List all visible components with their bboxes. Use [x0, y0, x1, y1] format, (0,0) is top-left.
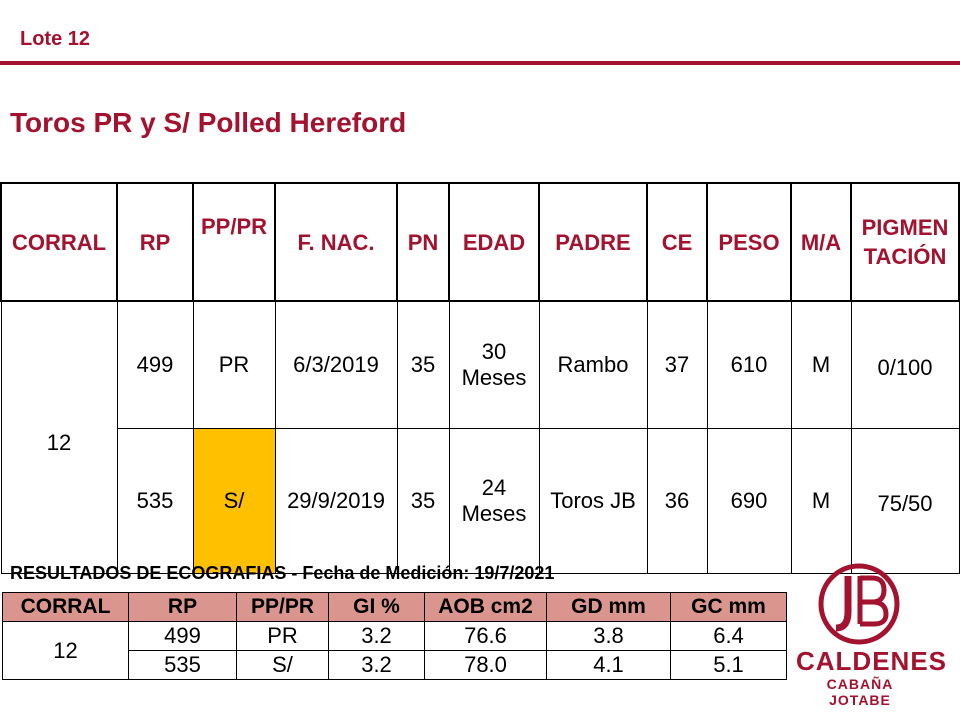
eco-header-gc: GC mm — [671, 593, 787, 622]
eco-header-rp: RP — [129, 593, 237, 622]
eco-cell-gi: 3.2 — [329, 622, 425, 651]
header-peso: PESO — [707, 183, 791, 301]
cell-edad: 24 Meses — [449, 429, 539, 574]
eco-header-corral: CORRAL — [3, 593, 129, 622]
eco-cell-gc: 6.4 — [671, 622, 787, 651]
bulls-table — [0, 182, 960, 574]
table-row — [1, 429, 959, 574]
cell-peso: 610 — [707, 301, 791, 429]
eco-row — [3, 622, 787, 651]
eco-cell-pppr: PR — [237, 622, 329, 651]
header-rp: RP — [117, 183, 193, 301]
cell-peso: 690 — [707, 429, 791, 574]
page-title: Toros PR y S/ Polled Hereford — [10, 107, 407, 138]
header-ce: CE — [647, 183, 707, 301]
header-ma: M/A — [791, 183, 851, 301]
eco-cell-gc: 5.1 — [671, 651, 787, 680]
cell-pigmentacion: 75/50 — [851, 429, 959, 574]
cell-ce: 37 — [647, 301, 707, 429]
header-pigmentacion: PIGMEN TACIÓN — [851, 183, 959, 301]
table-header-row — [1, 183, 959, 301]
eco-header-gd: GD mm — [547, 593, 671, 622]
cell-pppr-highlighted: S/ — [193, 429, 275, 574]
header-corral: CORRAL — [1, 183, 117, 301]
eco-cell-pppr: S/ — [237, 651, 329, 680]
cell-ma: M — [791, 301, 851, 429]
eco-cell-gi: 3.2 — [329, 651, 425, 680]
eco-header-pppr: PP/PR — [237, 593, 329, 622]
eco-cell-rp: 535 — [129, 651, 237, 680]
cell-fnac: 29/9/2019 — [275, 429, 397, 574]
header-padre: PADRE — [539, 183, 647, 301]
brand-subtitle: CABAÑA JOTABE — [826, 676, 894, 708]
cell-pigmentacion: 0/100 — [851, 301, 959, 429]
cell-pn: 35 — [397, 301, 449, 429]
cell-ce: 36 — [647, 429, 707, 574]
header-edad: EDAD — [449, 183, 539, 301]
header-fnac: F. NAC. — [275, 183, 397, 301]
cell-rp: 535 — [117, 429, 193, 574]
cell-corral: 12 — [1, 301, 117, 574]
header-pn: PN — [397, 183, 449, 301]
eco-results-table — [2, 592, 787, 680]
cell-fnac: 6/3/2019 — [275, 301, 397, 429]
eco-cell-aob: 78.0 — [425, 651, 547, 680]
cell-pn: 35 — [397, 429, 449, 574]
table-row — [1, 301, 959, 429]
header-rule — [0, 61, 960, 65]
lot-label: Lote 12 — [20, 28, 91, 50]
header-pppr: PP/PR — [193, 183, 275, 301]
eco-header-row — [3, 593, 787, 622]
eco-cell-gd: 4.1 — [547, 651, 671, 680]
cell-ma: M — [791, 429, 851, 574]
eco-cell-aob: 76.6 — [425, 622, 547, 651]
cell-padre: Rambo — [539, 301, 647, 429]
eco-header-aob: AOB cm2 — [425, 593, 547, 622]
cell-pppr: PR — [193, 301, 275, 429]
eco-cell-corral: 12 — [3, 622, 129, 680]
eco-cell-rp: 499 — [129, 622, 237, 651]
cell-padre: Toros JB — [539, 429, 647, 574]
eco-header-gi: GI % — [329, 593, 425, 622]
cell-edad: 30 Meses — [449, 301, 539, 429]
eco-results-title: RESULTADOS DE ECOGRAFIAS - Fecha de Medición: 19/7/2021 — [10, 563, 555, 583]
cell-rp: 499 — [117, 301, 193, 429]
eco-cell-gd: 3.8 — [547, 622, 671, 651]
brand-name: CALDENES — [796, 646, 948, 676]
